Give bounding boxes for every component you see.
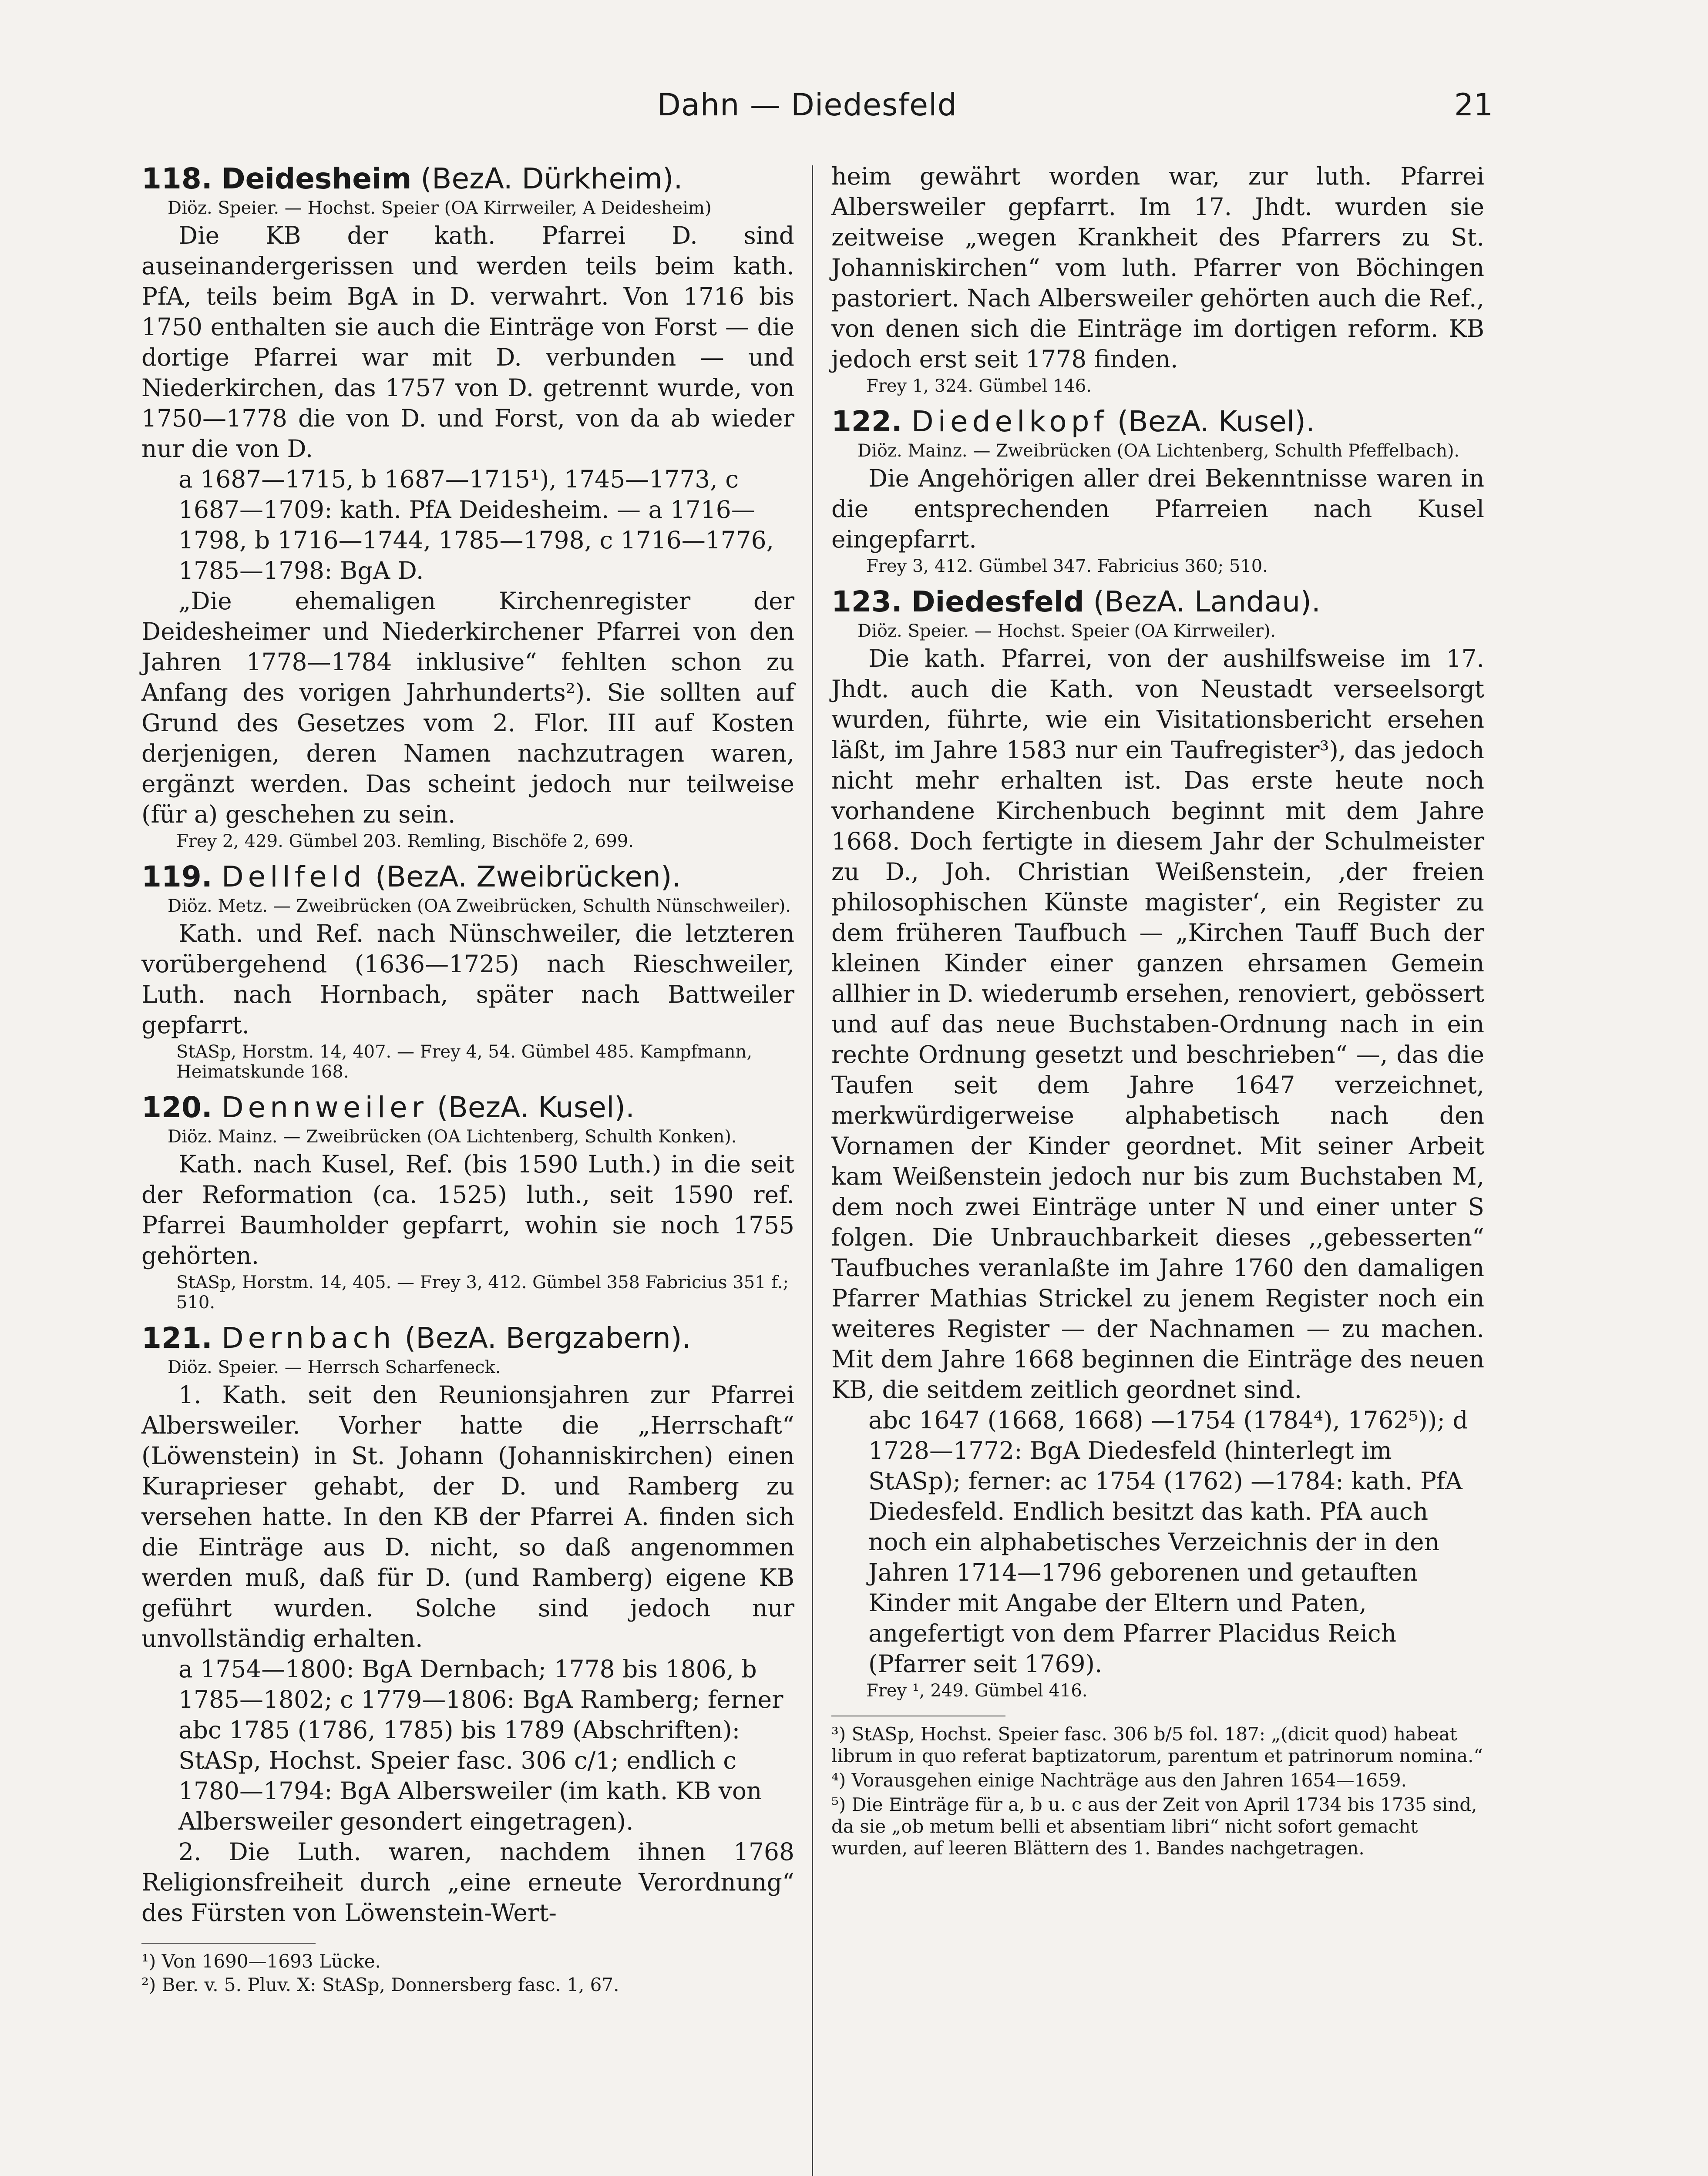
entry-title [141, 161, 794, 197]
footnote: ⁵) Die Einträge für a, b u. c aus der Zeit von April 1734 bis 1735 sind, da sie „ob metum belli et absentiam libri“ nicht sofort gemacht wurden, auf leeren Blättern des 1. Bandes nachgetragen. [831, 1794, 1477, 1859]
entry-number: 123. [831, 585, 902, 618]
column-divider [812, 165, 813, 2176]
running-head: Dahn — Diedesfeld [657, 87, 958, 123]
entry-text: Die Angehörigen aller drei Bekenntnisse waren in die entsprechenden Pfarreien nach Kusel eingepfarrt. [831, 464, 1484, 553]
entry-district: (BezA. Landau). [1093, 585, 1321, 618]
entry-place: Dellfeld [221, 860, 366, 893]
entry-title [141, 859, 794, 895]
entry-title [831, 404, 1484, 440]
entry-meta: Diöz. Mainz. — Zweibrücken (OA Lichtenberg, Schulth Konken). [168, 1127, 737, 1147]
entry-meta: Diöz. Metz. — Zweibrücken (OA Zweibrücken, Schulth Nünschweiler). [168, 896, 791, 916]
footnote: ⁴) Vorausgehen einige Nachträge aus den Jahren 1654—1659. [831, 1770, 1407, 1791]
entry-holdings: a 1687—1715, b 1687—1715¹), 1745—1773, c 1687—1709: kath. PfA Deidesheim. — a 1716—1798, b 1716—1744, 1785—1798, c 1716—1776, 1785—1798: BgA D. [178, 465, 774, 584]
entry-title [141, 1320, 794, 1356]
right-column [831, 161, 1484, 1862]
footnote: ³) StASp, Hochst. Speier fasc. 306 b/5 fol. 187: „(dicit quod) habeat librum in quo referat baptizatorum, parentum et patrinorum nomina.“ [831, 1723, 1483, 1766]
continuation-refs: Frey 1, 324. Gümbel 146. [866, 376, 1092, 396]
entry-text-continued: 2. Die Luth. waren, nachdem ihnen 1768 Religionsfreiheit durch „eine erneute Verordnung“ des Fürsten von Löwenstein-Wert- [141, 1838, 794, 1927]
entry-holdings: abc 1647 (1668, 1668) —1754 (1784⁴), 1762⁵)); d 1728—1772: BgA Diedesfeld (hinterlegt im StASp); ferner: ac 1754 (1762) —1784: kath. PfA Diedesfeld. Endlich besitzt das kath. PfA auch noch ein alphabetisches Verzeichnis der in den Jahren 1714—1796 geborenen und getauften Kinder mit Angabe der Eltern und Paten, angefertigt von dem Pfarrer Placidus Reich (Pfarrer seit 1769). [868, 1406, 1468, 1678]
entry-number: 120. [141, 1091, 212, 1124]
entry-118 [141, 161, 794, 851]
entry-120 [141, 1090, 794, 1313]
entry-number: 121. [141, 1321, 212, 1355]
entry-number: 118. [141, 162, 212, 195]
entry-district: (BezA. Dürkheim). [420, 162, 683, 195]
entry-text: Die KB der kath. Pfarrei D. sind auseinandergerissen und werden teils beim kath. PfA, teils beim BgA in D. verwahrt. Von 1716 bis 1750 enthalten sie auch die Einträge von Forst — die dortige Pfarrei war mit D. verbunden — und Niederkirchen, das 1757 von D. getrennt wurde, von 1750—1778 die von D. und Forst, von da ab wieder nur die von D. [141, 222, 794, 463]
entry-text: Kath. nach Kusel, Ref. (bis 1590 Luth.) in die seit der Reformation (ca. 1525) luth., seit 1590 ref. Pfarrei Baumholder gepfarrt, wohin sie noch 1755 gehörten. [141, 1150, 794, 1269]
entry-title [141, 1090, 794, 1125]
entry-text: 1. Kath. seit den Reunionsjahren zur Pfarrei Albersweiler. Vorher hatte die „Herrschaft“ (Löwenstein) in St. Johann (Johanniskirchen) einen Kuraprieser gehabt, der D. und Ramberg zu versehen hatte. In den KB der Pfarrei A. finden sich die Einträge aus D. nicht, so daß angenommen werden muß, daß für D. (und Ramberg) eigene KB geführt wurden. Solche sind jedoch nur unvollständig erhalten. [141, 1381, 794, 1652]
entry-meta: Diöz. Speier. — Hochst. Speier (OA Kirrweiler). [857, 621, 1276, 641]
entry-text: Kath. und Ref. nach Nünschweiler, die letzteren vorübergehend (1636—1725) nach Rieschweiler, Luth. nach Hornbach, später nach Battweiler gepfarrt. [141, 920, 794, 1039]
left-column [141, 161, 794, 1998]
footnote: ²) Ber. v. 5. Pluv. X: StASp, Donnersberg fasc. 1, 67. [141, 1974, 619, 1995]
entry-place: Diedelkopf [911, 405, 1108, 438]
entry-title [831, 584, 1484, 620]
entry-holdings: a 1754—1800: BgA Dernbach; 1778 bis 1806, b 1785—1802; c 1779—1806: BgA Ramberg; ferner abc 1785 (1786, 1785) bis 1789 (Abschriften): StASp, Hochst. Speier fasc. 306 c/1; endlich c 1780—1794: BgA Albersweiler (im kath. KB von Albersweiler gesondert eingetragen). [178, 1655, 783, 1835]
entry-district: (BezA. Kusel). [1117, 405, 1315, 438]
entry-refs: StASp, Horstm. 14, 407. — Frey 4, 54. Gümbel 485. Kampfmann, Heimatskunde 168. [176, 1042, 753, 1082]
entry-district: (BezA. Bergzabern). [404, 1321, 691, 1355]
entry-refs: Frey 2, 429. Gümbel 203. Remling, Bischöfe 2, 699. [176, 831, 634, 851]
entry-text: Die kath. Pfarrei, von der aushilfsweise im 17. Jhdt. auch die Kath. von Neustadt verseelsorgt wurden, führte, wie ein Visitationsbericht ersehen läßt, im Jahre 1583 nur ein Taufregister³), das jedoch nicht mehr erhalten ist. Das erste heute noch vorhandene Kirchenbuch beginnt mit dem Jahre 1668. Doch fertigte in diesem Jahr der Schulmeister zu D., Joh. Christian Weißenstein, ‚der freien philosophischen Künste magister‘, ein Register zu dem früheren Taufbuch — „Kirchen Tauff Buch der kleinen Kinder einer ganzen ehrsamen Gemein allhier in D. wiederumb ersehen, renoviert, gebössert und auf das neue Buchstaben-Ordnung nach in ein rechte Ordnung gesetzt und beschrieben“ —, das die Taufen seit dem Jahre 1647 verzeichnet, merkwürdigerweise alphabetisch nach den Vornamen der Kinder geordnet. Mit seiner Arbeit kam Weißenstein jedoch nur bis zum Buchstaben M, dem noch zwei Einträge unter N und einer unter S folgen. Die Unbrauchbarkeit dieses ‚,gebesserten“ Taufbuches veranlaßte im Jahre 1760 den damaligen Pfarrer Mathias Strickel zu jenem Register noch ein weiteres Register — der Nachnamen — zu machen. Mit dem Jahre 1668 beginnen die Einträge des neuen KB, die seitdem zeitlich geordnet sind. [831, 645, 1484, 1404]
footnote-divider [141, 1943, 316, 1944]
entry-refs: StASp, Horstm. 14, 405. — Frey 3, 412. Gümbel 358 Fabricius 351 f.; 510. [176, 1273, 789, 1313]
entry-district: (BezA. Kusel). [437, 1091, 635, 1124]
footnote: ¹) Von 1690—1693 Lücke. [141, 1951, 381, 1972]
entry-refs: Frey 3, 412. Gümbel 347. Fabricius 360; 510. [866, 556, 1268, 576]
entry-number: 122. [831, 405, 902, 438]
page-number: 21 [1454, 87, 1493, 123]
entry-place: Dernbach [221, 1321, 396, 1355]
entry-123 [831, 584, 1484, 1701]
entry-quote: „Die ehemaligen Kirchenregister der Deidesheimer und Niederkirchener Pfarrei von den Jahren 1778—1784 inklusive“ fehlten schon zu Anfang des vorigen Jahrhunderts²). Sie sollten auf Grund des Gesetzes vom 2. Flor. III auf Kosten derjenigen, deren Namen nachzutragen waren, ergänzt werden. Das scheint jedoch nur teilweise (für a) geschehen zu sein. [141, 587, 794, 828]
entry-place: Dennweiler [221, 1091, 428, 1124]
entry-number: 119. [141, 860, 212, 893]
entry-122 [831, 404, 1484, 576]
entry-meta: Diöz. Speier. — Herrsch Scharfeneck. [168, 1357, 501, 1377]
page-header [144, 87, 1493, 135]
continuation-text: heim gewährt worden war, zur luth. Pfarrei Albersweiler gepfarrt. Im 17. Jhdt. wurden sie zeitweise „wegen Krankheit des Pfarrers zu St. Johanniskirchen“ vom luth. Pfarrer von Böchingen pastoriert. Nach Albersweiler gehörten auch die Ref., von denen sich die Einträge im dortigen reform. KB jedoch erst seit 1778 finden. [831, 162, 1484, 373]
entry-meta: Diöz. Speier. — Hochst. Speier (OA Kirrweiler, A Deidesheim) [168, 198, 712, 218]
entry-place: Diedesfeld [911, 585, 1084, 618]
entry-district: (BezA. Zweibrücken). [375, 860, 681, 893]
entry-refs: Frey ¹, 249. Gümbel 416. [866, 1681, 1088, 1701]
entry-121 [141, 1320, 794, 1928]
entry-place: Deidesheim [221, 162, 412, 195]
entry-meta: Diöz. Mainz. — Zweibrücken (OA Lichtenberg, Schulth Pfeffelbach). [857, 441, 1460, 461]
entry-119 [141, 859, 794, 1082]
